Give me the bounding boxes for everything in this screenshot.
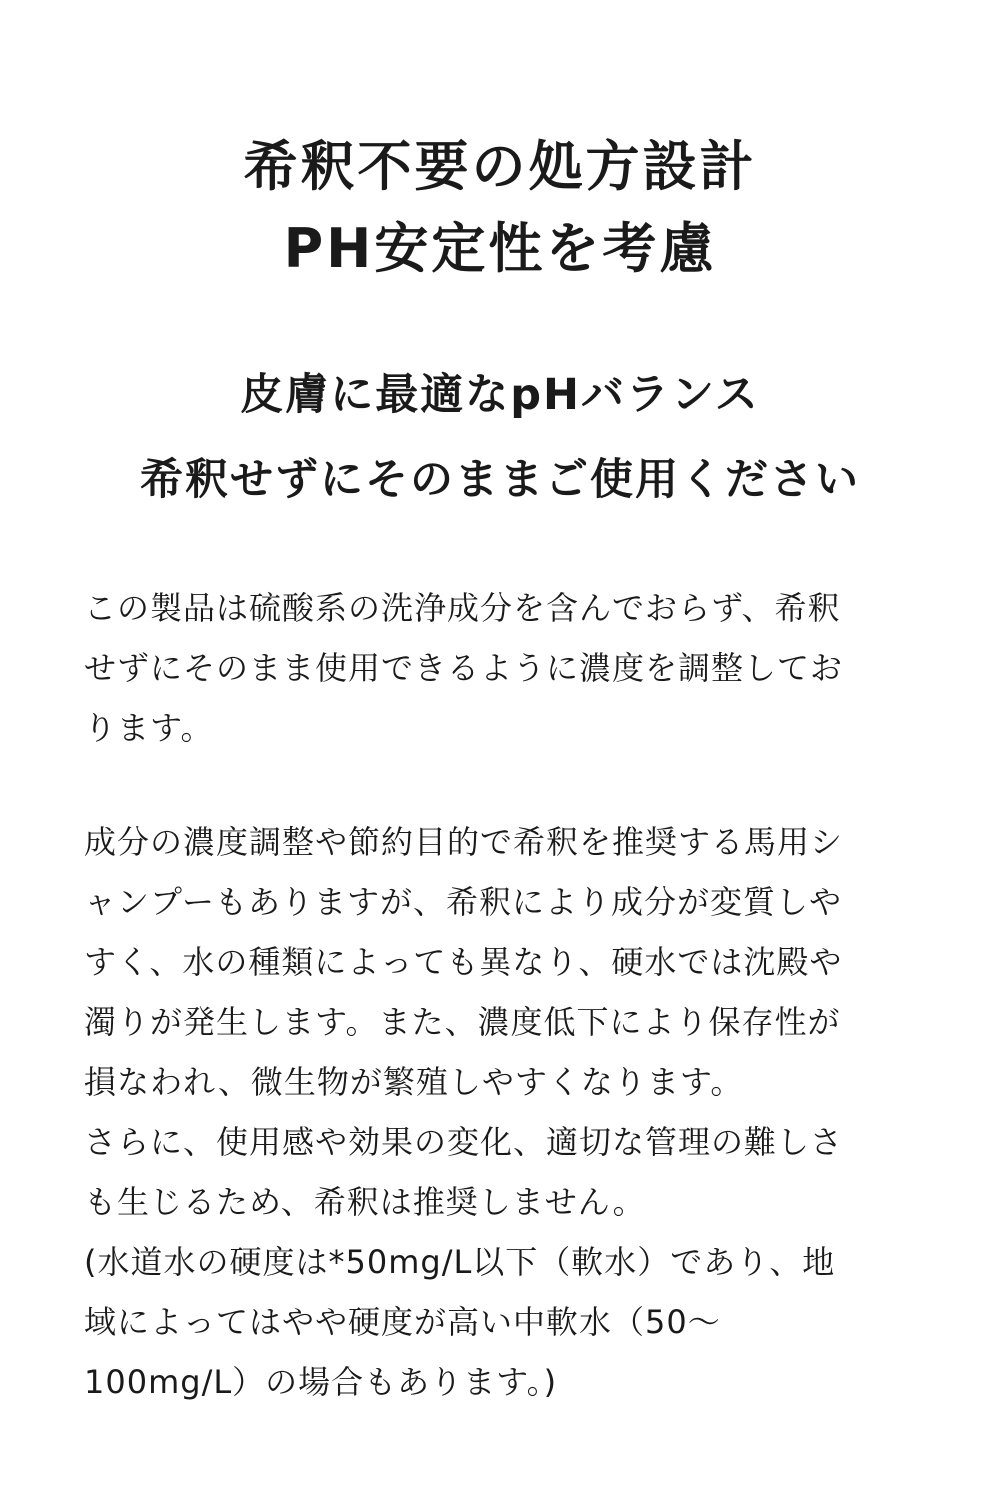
headline-line-1: 希釈不要の処方設計 bbox=[243, 135, 757, 198]
paragraph-line: も生じるため、希釈は推奨しません。 bbox=[84, 1183, 646, 1221]
paragraph-line: 濁りが発生します。また、濃度低下により保存性が bbox=[84, 1003, 841, 1041]
paragraph-line: この製品は硫酸系の洗浄成分を含んでおらず、希釈 bbox=[84, 589, 841, 627]
paragraph-line: ります。 bbox=[84, 709, 214, 747]
paragraph-line: 100mg/L）の場合もあります。) bbox=[84, 1363, 558, 1401]
paragraph-line: さらに、使用感や効果の変化、適切な管理の難しさ bbox=[84, 1123, 844, 1161]
paragraph-line: せずにそのまま使用できるように濃度を調整してお bbox=[84, 649, 844, 687]
subheadline-line-2: 希釈せずにそのままご使用ください bbox=[140, 455, 860, 505]
paragraph-dilution-risks bbox=[84, 812, 934, 1412]
subheadline-line-1: 皮膚に最適なpHバランス bbox=[240, 370, 760, 420]
paragraph-line: 域によってはやや硬度が高い中軟水（50～ bbox=[84, 1303, 721, 1341]
paragraph-line: 損なわれ、微生物が繁殖しやすくなります。 bbox=[84, 1063, 744, 1101]
headline-line-2: PH安定性を考慮 bbox=[283, 217, 717, 280]
paragraph-line: すく、水の種類によっても異なり、硬水では沈殿や bbox=[84, 943, 843, 981]
paragraph-line: (水道水の硬度は*50mg/L以下（軟水）であり、地 bbox=[84, 1243, 836, 1281]
paragraph-line: 成分の濃度調整や節約目的で希釈を推奨する馬用シ bbox=[84, 823, 844, 861]
paragraph-dilution-free bbox=[84, 578, 934, 758]
paragraph-line: ャンプーもありますが、希釈により成分が変質しや bbox=[84, 883, 843, 921]
